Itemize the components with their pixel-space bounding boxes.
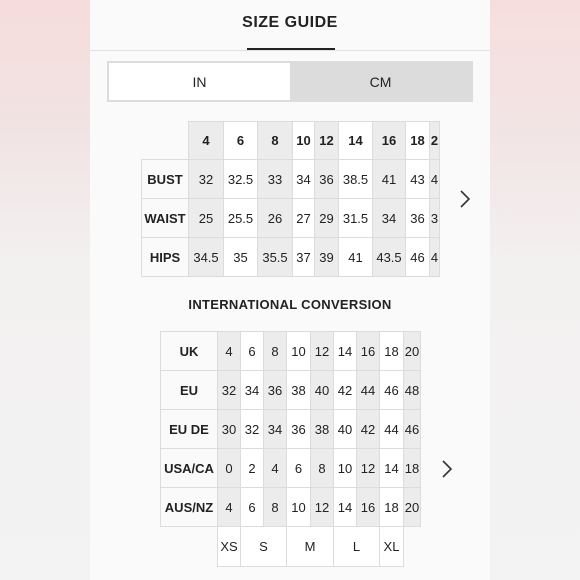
conversion-cell: 48 bbox=[404, 371, 421, 410]
conversion-cell: 14 bbox=[334, 488, 357, 527]
measurement-cell: 33 bbox=[258, 160, 293, 199]
size-column-header: 8 bbox=[258, 122, 293, 160]
measurement-cell: 32 bbox=[189, 160, 224, 199]
conversion-cell: 40 bbox=[334, 410, 357, 449]
conversion-cell: 46 bbox=[380, 371, 404, 410]
measurement-cell: 34 bbox=[293, 160, 315, 199]
size-header-row bbox=[142, 122, 440, 160]
header-divider bbox=[90, 50, 490, 51]
measurement-cell: 39 bbox=[315, 238, 339, 277]
measurement-cell: 34 bbox=[373, 199, 406, 238]
region-label: UK bbox=[161, 332, 218, 371]
letter-size-cell: XL bbox=[380, 527, 404, 567]
conversion-cell: 38 bbox=[287, 371, 311, 410]
conversion-cell: 32 bbox=[218, 371, 241, 410]
conversion-cell: 4 bbox=[218, 488, 241, 527]
size-column-header: 2 bbox=[430, 122, 440, 160]
conversion-cell: 4 bbox=[218, 332, 241, 371]
conversion-cell: 42 bbox=[334, 371, 357, 410]
conversion-cell: 42 bbox=[357, 410, 380, 449]
conversion-cell: 46 bbox=[404, 410, 421, 449]
region-label: USA/CA bbox=[161, 449, 218, 488]
conversion-cell: 18 bbox=[380, 488, 404, 527]
conversion-cell: 14 bbox=[380, 449, 404, 488]
conversion-cell: 40 bbox=[311, 371, 334, 410]
table-row bbox=[161, 488, 421, 527]
conversion-cell: 32 bbox=[241, 410, 264, 449]
corner-cell bbox=[142, 122, 189, 160]
conversion-cell: 36 bbox=[264, 371, 287, 410]
letter-size-cell: L bbox=[334, 527, 380, 567]
measurement-label: HIPS bbox=[142, 238, 189, 277]
table-row bbox=[161, 332, 421, 371]
conversion-cell: 18 bbox=[404, 449, 421, 488]
measurement-cell: 25 bbox=[189, 199, 224, 238]
conversion-cell: 34 bbox=[264, 410, 287, 449]
conversion-cell: 12 bbox=[311, 332, 334, 371]
measurement-cell: 35 bbox=[224, 238, 258, 277]
conversion-cell: 16 bbox=[357, 488, 380, 527]
measurement-cell: 3 bbox=[430, 199, 440, 238]
measurement-cell: 36 bbox=[315, 160, 339, 199]
size-column-header: 6 bbox=[224, 122, 258, 160]
conversion-cell: 12 bbox=[357, 449, 380, 488]
measurement-cell: 26 bbox=[258, 199, 293, 238]
page-title: SIZE GUIDE bbox=[242, 14, 338, 31]
measurement-cell: 43.5 bbox=[373, 238, 406, 277]
measurement-cell: 32.5 bbox=[224, 160, 258, 199]
conversion-title: INTERNATIONAL CONVERSION bbox=[188, 297, 392, 312]
measurement-cell: 27 bbox=[293, 199, 315, 238]
conversion-cell: 36 bbox=[287, 410, 311, 449]
conversion-cell: 44 bbox=[380, 410, 404, 449]
conversion-cell: 34 bbox=[241, 371, 264, 410]
conversion-cell: 10 bbox=[334, 449, 357, 488]
table-row bbox=[161, 449, 421, 488]
size-column-header: 4 bbox=[189, 122, 224, 160]
conversion-cell: 6 bbox=[241, 488, 264, 527]
measurement-cell: 25.5 bbox=[224, 199, 258, 238]
conversion-cell: 18 bbox=[380, 332, 404, 371]
conversion-table bbox=[160, 331, 421, 567]
conversion-cell: 0 bbox=[218, 449, 241, 488]
size-column-header: 10 bbox=[293, 122, 315, 160]
unit-toggle bbox=[107, 61, 473, 102]
measurement-cell: 35.5 bbox=[258, 238, 293, 277]
table-row bbox=[142, 199, 440, 238]
conversion-cell: 8 bbox=[311, 449, 334, 488]
measurement-cell: 46 bbox=[406, 238, 430, 277]
background-left bbox=[0, 0, 90, 580]
conversion-cell: 14 bbox=[334, 332, 357, 371]
measurement-cell: 43 bbox=[406, 160, 430, 199]
conversion-cell: 16 bbox=[357, 332, 380, 371]
measurement-cell: 38.5 bbox=[339, 160, 373, 199]
conversion-cell: 10 bbox=[287, 488, 311, 527]
table-row bbox=[161, 371, 421, 410]
region-label: AUS/NZ bbox=[161, 488, 218, 527]
measurement-cell: 4 bbox=[430, 238, 440, 277]
measurement-cell: 36 bbox=[406, 199, 430, 238]
measurement-label: WAIST bbox=[142, 199, 189, 238]
conversion-cell: 10 bbox=[287, 332, 311, 371]
size-column-header: 12 bbox=[315, 122, 339, 160]
conversion-cell: 8 bbox=[264, 332, 287, 371]
conversion-cell: 6 bbox=[287, 449, 311, 488]
table-row bbox=[142, 160, 440, 199]
region-label: EU DE bbox=[161, 410, 218, 449]
measurement-cell: 4 bbox=[430, 160, 440, 199]
size-guide-panel bbox=[90, 0, 490, 580]
measurement-cell: 41 bbox=[373, 160, 406, 199]
measurement-label: BUST bbox=[142, 160, 189, 199]
measurement-cell: 37 bbox=[293, 238, 315, 277]
conversion-cell: 12 bbox=[311, 488, 334, 527]
conversion-cell: 20 bbox=[404, 332, 421, 371]
size-column-header: 14 bbox=[339, 122, 373, 160]
conversion-cell: 2 bbox=[241, 449, 264, 488]
measurement-cell: 29 bbox=[315, 199, 339, 238]
conversion-cell: 38 bbox=[311, 410, 334, 449]
conversion-cell: 6 bbox=[241, 332, 264, 371]
letter-size-row bbox=[161, 527, 421, 567]
measurement-cell: 31.5 bbox=[339, 199, 373, 238]
measurement-cell: 34.5 bbox=[189, 238, 224, 277]
background-right bbox=[490, 0, 580, 580]
letter-size-cell: S bbox=[241, 527, 287, 567]
table-row bbox=[142, 238, 440, 277]
size-table bbox=[141, 121, 440, 277]
conversion-cell: 8 bbox=[264, 488, 287, 527]
conversion-cell: 4 bbox=[264, 449, 287, 488]
conversion-cell: 20 bbox=[404, 488, 421, 527]
chevron-right-icon[interactable] bbox=[437, 457, 457, 481]
chevron-right-icon[interactable] bbox=[455, 187, 475, 211]
region-label: EU bbox=[161, 371, 218, 410]
corner-cell bbox=[161, 527, 218, 567]
unit-option-in[interactable]: IN bbox=[109, 63, 290, 100]
letter-size-cell: M bbox=[287, 527, 334, 567]
size-column-header: 18 bbox=[406, 122, 430, 160]
letter-size-cell: XS bbox=[218, 527, 241, 567]
conversion-cell: 44 bbox=[357, 371, 380, 410]
table-row bbox=[161, 410, 421, 449]
size-column-header: 16 bbox=[373, 122, 406, 160]
measurement-cell: 41 bbox=[339, 238, 373, 277]
unit-option-cm[interactable]: CM bbox=[369, 73, 392, 90]
conversion-cell: 30 bbox=[218, 410, 241, 449]
